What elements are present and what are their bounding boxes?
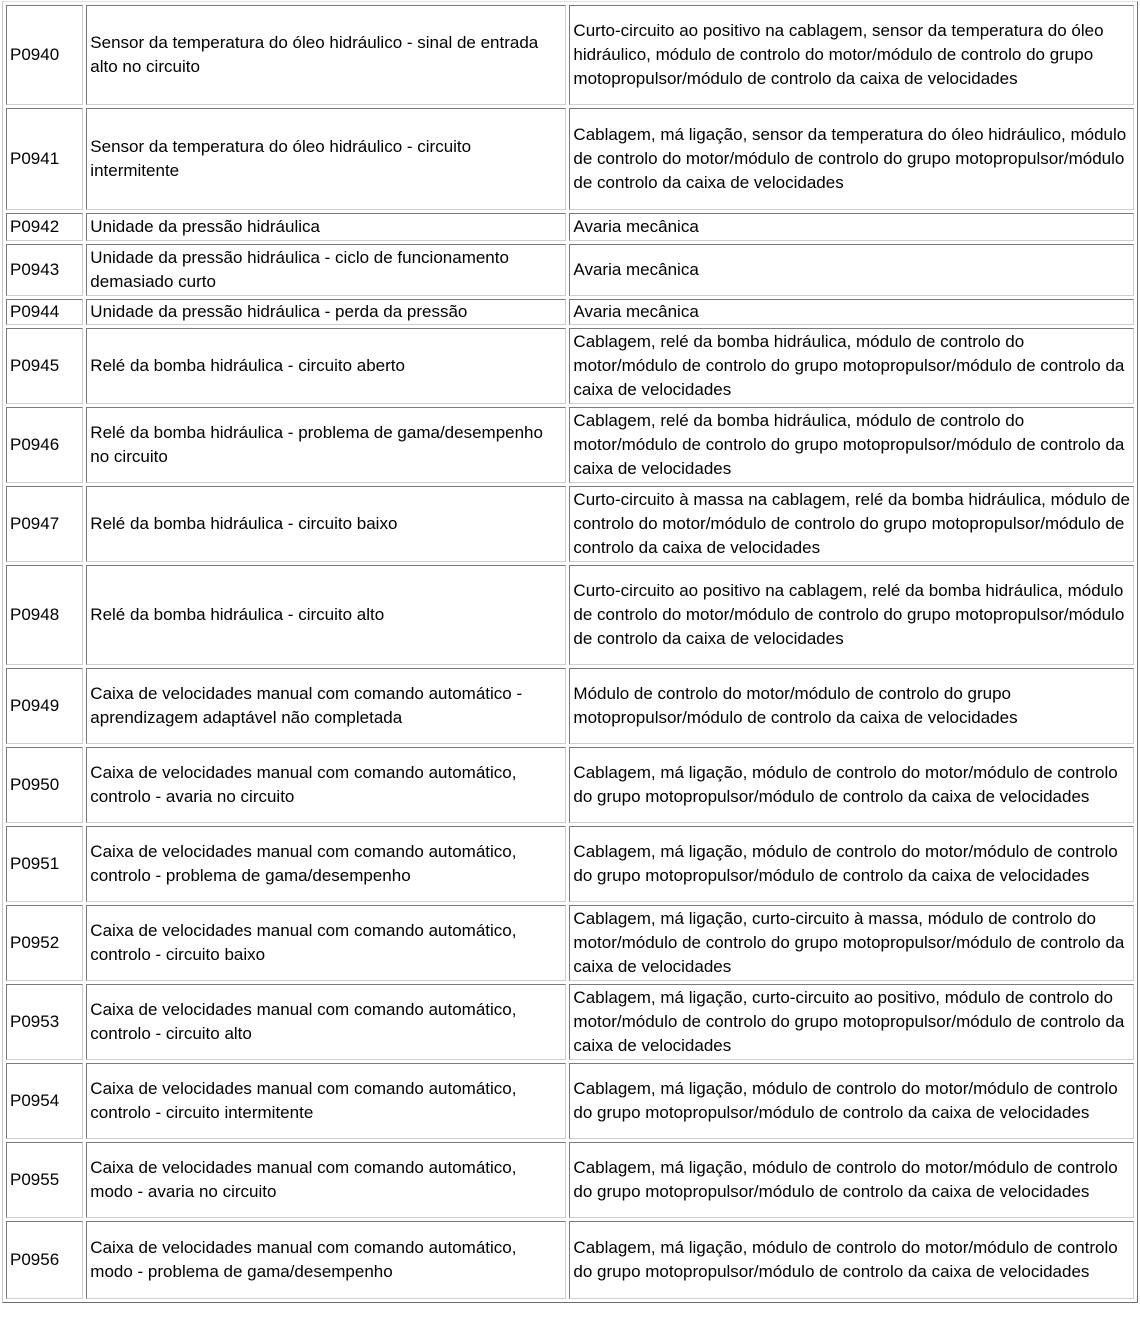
fault-code-cell: P0952 [6,905,83,981]
fault-description-cell: Caixa de velocidades manual com comando automático, controlo - avaria no circuito [86,747,566,823]
table-row [6,108,1134,210]
fault-description-cell: Caixa de velocidades manual com comando automático - aprendizagem adaptável não completada [86,668,566,744]
table-row [6,565,1134,665]
fault-description-cell: Unidade da pressão hidráulica - ciclo de funcionamento demasiado curto [86,244,566,296]
table-row [6,1063,1134,1139]
fault-description-cell: Caixa de velocidades manual com comando automático, modo - problema de gama/desempenho [86,1221,566,1299]
probable-cause-cell: Cablagem, má ligação, módulo de controlo do motor/módulo de controlo do grupo motopropulsor/módulo de controlo da caixa de velocidades [569,826,1134,902]
table-row [6,213,1134,241]
fault-code-cell: P0951 [6,826,83,902]
table-row [6,668,1134,744]
probable-cause-cell: Cablagem, má ligação, módulo de controlo do motor/módulo de controlo do grupo motopropulsor/módulo de controlo da caixa de velocidades [569,747,1134,823]
probable-cause-cell: Cablagem, má ligação, curto-circuito ao positivo, módulo de controlo do motor/módulo de controlo do grupo motopropulsor/módulo de controlo da caixa de velocidades [569,984,1134,1060]
probable-cause-cell: Avaria mecânica [569,244,1134,296]
fault-code-cell: P0940 [6,5,83,105]
fault-description-cell: Relé da bomba hidráulica - circuito alto [86,565,566,665]
fault-code-cell: P0942 [6,213,83,241]
table-row [6,486,1134,562]
fault-description-cell: Relé da bomba hidráulica - problema de gama/desempenho no circuito [86,407,566,483]
fault-description-cell: Caixa de velocidades manual com comando automático, modo - avaria no circuito [86,1142,566,1218]
fault-code-cell: P0950 [6,747,83,823]
fault-code-cell: P0941 [6,108,83,210]
fault-code-table-body [6,5,1134,1299]
table-row [6,328,1134,404]
fault-description-cell: Caixa de velocidades manual com comando automático, controlo - problema de gama/desempenho [86,826,566,902]
probable-cause-cell: Cablagem, má ligação, módulo de controlo do motor/módulo de controlo do grupo motopropulsor/módulo de controlo da caixa de velocidades [569,1221,1134,1299]
fault-code-cell: P0953 [6,984,83,1060]
fault-description-cell: Relé da bomba hidráulica - circuito baixo [86,486,566,562]
fault-description-cell: Sensor da temperatura do óleo hidráulico - circuito intermitente [86,108,566,210]
fault-code-cell: P0944 [6,299,83,325]
table-row [6,984,1134,1060]
fault-code-cell: P0945 [6,328,83,404]
fault-code-cell: P0956 [6,1221,83,1299]
fault-code-cell: P0947 [6,486,83,562]
fault-code-cell: P0955 [6,1142,83,1218]
table-row [6,905,1134,981]
fault-code-cell: P0948 [6,565,83,665]
fault-description-cell: Caixa de velocidades manual com comando automático, controlo - circuito intermitente [86,1063,566,1139]
fault-code-table [2,1,1138,1303]
probable-cause-cell: Curto-circuito à massa na cablagem, relé da bomba hidráulica, módulo de controlo do motor/módulo de controlo do grupo motopropulsor/módulo de controlo da caixa de velocidades [569,486,1134,562]
probable-cause-cell: Cablagem, má ligação, sensor da temperatura do óleo hidráulico, módulo de controlo do motor/módulo de controlo do grupo motopropulsor/módulo de controlo da caixa de velocidades [569,108,1134,210]
fault-code-cell: P0949 [6,668,83,744]
probable-cause-cell: Avaria mecânica [569,299,1134,325]
probable-cause-cell: Cablagem, relé da bomba hidráulica, módulo de controlo do motor/módulo de controlo do grupo motopropulsor/módulo de controlo da caixa de velocidades [569,328,1134,404]
probable-cause-cell: Cablagem, má ligação, curto-circuito à massa, módulo de controlo do motor/módulo de controlo do grupo motopropulsor/módulo de controlo da caixa de velocidades [569,905,1134,981]
table-row [6,747,1134,823]
table-row [6,1221,1134,1299]
table-row [6,244,1134,296]
probable-cause-cell: Curto-circuito ao positivo na cablagem, relé da bomba hidráulica, módulo de controlo do motor/módulo de controlo do grupo motopropulsor/módulo de controlo da caixa de velocidades [569,565,1134,665]
table-row [6,407,1134,483]
probable-cause-cell: Módulo de controlo do motor/módulo de controlo do grupo motopropulsor/módulo de controlo da caixa de velocidades [569,668,1134,744]
table-row [6,5,1134,105]
fault-code-cell: P0954 [6,1063,83,1139]
fault-description-cell: Caixa de velocidades manual com comando automático, controlo - circuito baixo [86,905,566,981]
fault-description-cell: Unidade da pressão hidráulica [86,213,566,241]
probable-cause-cell: Cablagem, má ligação, módulo de controlo do motor/módulo de controlo do grupo motopropulsor/módulo de controlo da caixa de velocidades [569,1142,1134,1218]
fault-description-cell: Caixa de velocidades manual com comando automático, controlo - circuito alto [86,984,566,1060]
fault-description-cell: Sensor da temperatura do óleo hidráulico - sinal de entrada alto no circuito [86,5,566,105]
probable-cause-cell: Cablagem, relé da bomba hidráulica, módulo de controlo do motor/módulo de controlo do grupo motopropulsor/módulo de controlo da caixa de velocidades [569,407,1134,483]
probable-cause-cell: Cablagem, má ligação, módulo de controlo do motor/módulo de controlo do grupo motopropulsor/módulo de controlo da caixa de velocidades [569,1063,1134,1139]
fault-description-cell: Unidade da pressão hidráulica - perda da pressão [86,299,566,325]
fault-code-cell: P0946 [6,407,83,483]
table-row [6,299,1134,325]
probable-cause-cell: Avaria mecânica [569,213,1134,241]
fault-code-cell: P0943 [6,244,83,296]
table-row [6,1142,1134,1218]
fault-description-cell: Relé da bomba hidráulica - circuito aberto [86,328,566,404]
probable-cause-cell: Curto-circuito ao positivo na cablagem, sensor da temperatura do óleo hidráulico, módulo de controlo do motor/módulo de controlo do grupo motopropulsor/módulo de controlo da caixa de velocidades [569,5,1134,105]
table-row [6,826,1134,902]
